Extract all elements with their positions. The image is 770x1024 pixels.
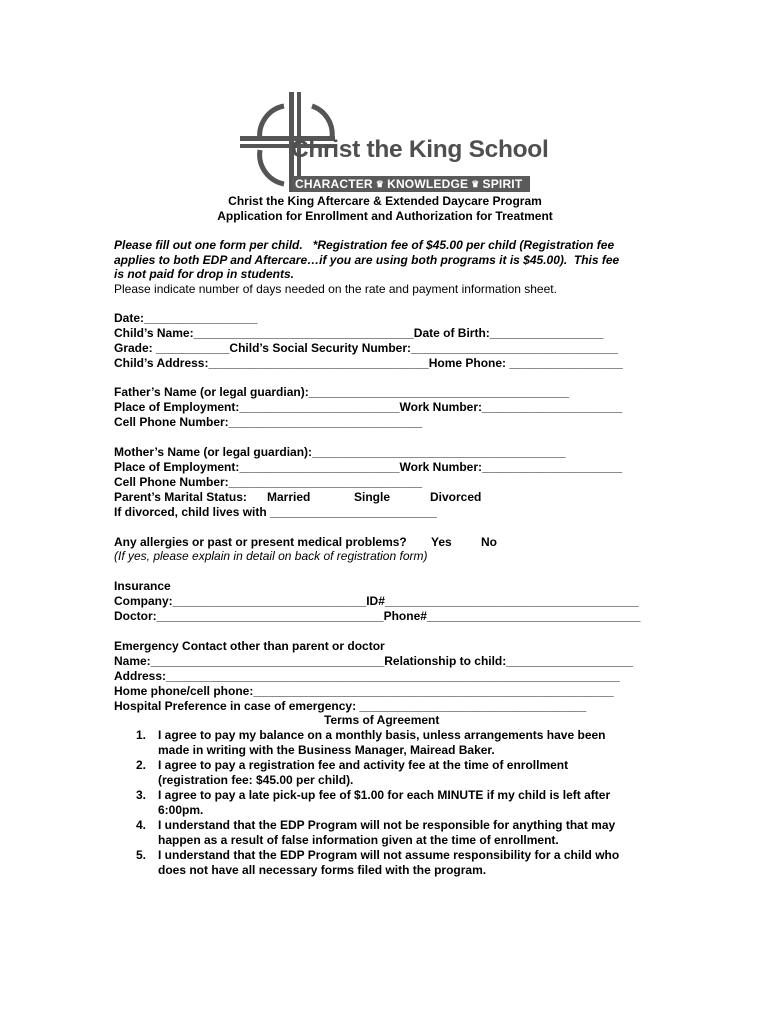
- emergency-phone-field[interactable]: Home phone/cell phone:______________________________________________________: [114, 684, 614, 698]
- mother-name-field[interactable]: Mother’s Name (or legal guardian):______________________________________: [114, 445, 566, 459]
- term-number: 5.: [136, 848, 147, 862]
- grade-ssn-field[interactable]: Grade: ___________Child’s Social Security Number:_______________________________: [114, 341, 618, 355]
- medical-question: Any allergies or past or present medical problems?: [114, 535, 407, 549]
- insurance-company-field[interactable]: Company:_____________________________ID#______________________________________: [114, 594, 639, 608]
- term-number: 4.: [136, 818, 147, 832]
- term-text: 6:00pm.: [158, 803, 204, 817]
- medical-note: (If yes, please explain in detail on back of registration form): [114, 549, 428, 563]
- father-name-field[interactable]: Father’s Name (or legal guardian):_______________________________________: [114, 385, 569, 399]
- intro-line-4: Please indicate number of days needed on the rate and payment information sheet.: [114, 282, 557, 296]
- term-text: I agree to pay my balance on a monthly basis, unless arrangements have been: [158, 728, 606, 742]
- father-cell-field[interactable]: Cell Phone Number:_____________________________: [114, 415, 423, 429]
- emergency-heading: Emergency Contact other than parent or doctor: [114, 639, 385, 653]
- terms-heading: Terms of Agreement: [324, 713, 440, 727]
- tagline-spirit: SPIRIT: [482, 177, 523, 191]
- term-text: happen as a result of false information given at the time of enrollment.: [158, 833, 559, 847]
- marital-married-option[interactable]: Married: [267, 490, 311, 504]
- term-text: I understand that the EDP Program will not be responsible for anything that may: [158, 818, 616, 832]
- father-employment-field[interactable]: Place of Employment:________________________Work Number:_____________________: [114, 400, 623, 414]
- intro-line-2: applies to both EDP and Aftercare…if you are using both programs it is $45.00). This fee: [114, 253, 620, 267]
- date-field[interactable]: Date:_________________: [114, 311, 258, 325]
- term-text: I understand that the EDP Program will not assume responsibility for a child who: [158, 848, 620, 862]
- hospital-preference-field[interactable]: Hospital Preference in case of emergency: __________________________________: [114, 699, 587, 713]
- term-number: 2.: [136, 758, 147, 772]
- form-title: Application for Enrollment and Authorization for Treatment: [217, 209, 553, 223]
- tagline-knowledge: KNOWLEDGE: [387, 177, 469, 191]
- mother-cell-field[interactable]: Cell Phone Number:_____________________________: [114, 475, 423, 489]
- doctor-field[interactable]: Doctor:__________________________________Phone#________________________________: [114, 609, 641, 623]
- crown-icon: ♛: [375, 178, 385, 189]
- marital-status-label: Parent’s Marital Status:: [114, 490, 247, 504]
- medical-no-option[interactable]: No: [481, 535, 497, 549]
- child-address-field[interactable]: Child’s Address:_________________________________Home Phone: _________________: [114, 356, 623, 370]
- term-number: 3.: [136, 788, 147, 802]
- divorced-lives-with-field[interactable]: If divorced, child lives with _________________________: [114, 505, 437, 519]
- tagline-character: CHARACTER: [295, 177, 373, 191]
- intro-line-1: Please fill out one form per child. *Registration fee of $45.00 per child (Registration fee: [114, 238, 615, 252]
- term-number: 1.: [136, 728, 147, 742]
- term-text: made in writing with the Business Manager, Mairead Baker.: [158, 743, 495, 757]
- medical-yes-option[interactable]: Yes: [431, 535, 452, 549]
- mother-employment-field[interactable]: Place of Employment:________________________Work Number:_____________________: [114, 460, 623, 474]
- emergency-address-field[interactable]: Address:____________________________________________________________________: [114, 669, 620, 683]
- term-text: does not have all necessary forms filed with the program.: [158, 863, 487, 877]
- marital-single-option[interactable]: Single: [354, 490, 391, 504]
- intro-line-3: is not paid for drop in students.: [114, 267, 294, 281]
- term-text: I agree to pay a registration fee and activity fee at the time of enrollment: [158, 758, 569, 772]
- school-logo: [238, 92, 549, 196]
- program-title: Christ the King Aftercare & Extended Daycare Program: [228, 194, 542, 208]
- logo-tagline: [292, 176, 530, 192]
- marital-divorced-option[interactable]: Divorced: [430, 490, 482, 504]
- term-text: I agree to pay a late pick-up fee of $1.00 for each MINUTE if my child is left after: [158, 788, 611, 802]
- insurance-heading: Insurance: [114, 579, 171, 593]
- child-name-field[interactable]: Child’s Name:_________________________________Date of Birth:_________________: [114, 326, 604, 340]
- crown-icon: ♛: [471, 178, 480, 189]
- emergency-name-field[interactable]: Name:___________________________________Relationship to child:___________________: [114, 654, 634, 668]
- logo-school-name: Christ the King School: [291, 136, 549, 163]
- term-text: (registration fee: $45.00 per child).: [158, 773, 354, 787]
